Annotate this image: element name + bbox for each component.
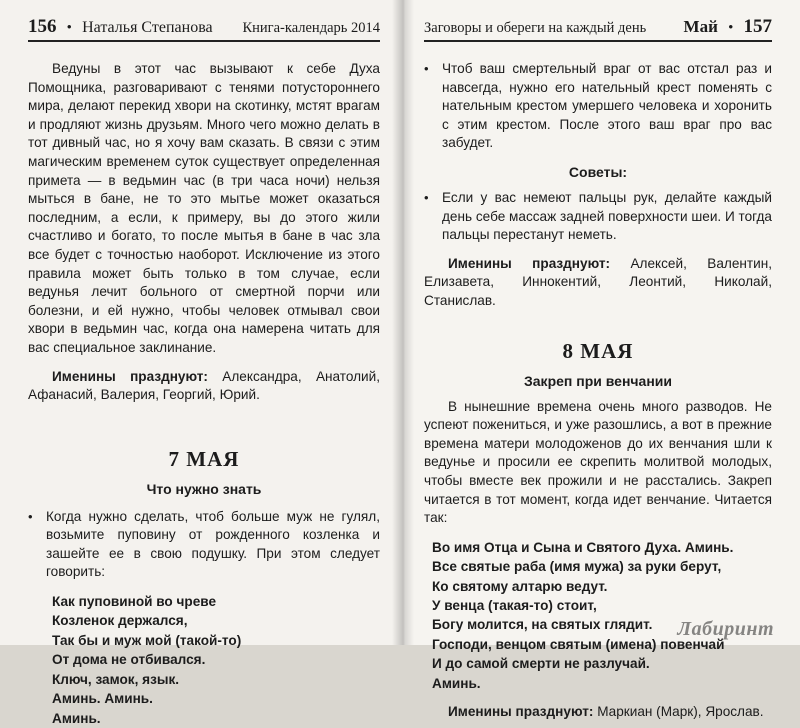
spell-line: Аминь. Аминь.	[52, 691, 153, 707]
names-day-paragraph	[424, 703, 772, 722]
spell-line: Так бы и муж мой (такой-то)	[52, 632, 242, 648]
names-day-paragraph	[28, 368, 380, 405]
bullet-icon: •	[28, 508, 33, 524]
spell-line: Господи, венцом святым (имена) повенчай	[432, 636, 725, 652]
spell-line: Все святые раба (имя мужа) за руки берут,	[432, 559, 722, 575]
names-day-label: Именины празднуют:	[448, 703, 594, 719]
header-author: Наталья Степанова	[82, 19, 213, 36]
spell-line: Ключ, замок, язык.	[52, 671, 180, 687]
bullet-icon: •	[424, 61, 429, 76]
spell-line: Богу молится, на святых глядит.	[432, 617, 653, 633]
header-month: Май	[683, 17, 718, 36]
bullet-item	[424, 60, 772, 153]
spell-line: У венца (такая-то) стоит,	[432, 597, 597, 613]
bullet-item	[28, 508, 380, 582]
spell-line: Аминь.	[52, 710, 101, 726]
header-separator: •	[728, 20, 734, 36]
labirint-watermark: Лабиринт	[677, 618, 774, 640]
names-day-value: Маркиан (Марк), Ярослав.	[597, 703, 764, 719]
left-page-header	[28, 18, 380, 42]
bullet-icon: •	[424, 189, 429, 205]
body-paragraph: В нынешние времена очень много разводов. Не успеют пожениться, и уже разошлись, а вот в прежние времена матери молодоженов до их венчания шли к ведунье и просили ее скрепить молитвой молодых, чтобы вместе век прожили и не расстались. Закреп читается в тот момент, когда идет венчание. Читается так:	[424, 398, 772, 526]
spell-line: Как пуповиной во чреве	[52, 594, 217, 610]
header-series-title: Заговоры и обереги на каждый день	[424, 20, 647, 36]
names-day-paragraph	[424, 255, 772, 311]
right-page-number: 157	[743, 16, 772, 37]
bullet-text: Чтоб ваш смертельный враг от вас отстал раз и навсегда, нужно его нательный крест поменять с нательным крестом умершего человека и хоронить с этим крестом. После этого ваш враг про вас забудет.	[442, 61, 772, 151]
day-title-may-8: 8 МАЯ	[562, 338, 634, 363]
right-page-header	[424, 18, 772, 42]
bullet-item	[424, 189, 772, 245]
section-title: Закреп при венчании	[524, 372, 672, 389]
day-title-may-7: 7 МАЯ	[168, 446, 240, 471]
right-page	[402, 0, 800, 719]
spell-text	[424, 538, 772, 693]
spell-line: Ко святому алтарю ведут.	[432, 578, 608, 594]
names-day-label: Именины празднуют:	[52, 368, 208, 384]
names-day-value: Александра, Анатолий, Афанасий, Валерия, Георгий, Юрий.	[28, 368, 381, 403]
bullet-text: Если у вас немеют пальцы рук, делайте каждый день себе массаж задней поверхности шеи. И тогда пальцы перестанут неметь.	[442, 189, 772, 243]
names-day-label: Именины празднуют:	[448, 255, 611, 271]
names-day-value: Алексей, Валентин, Елизавета, Иннокентий, Леонтий, Николай, Станислав.	[424, 255, 772, 308]
header-separator: •	[66, 20, 72, 36]
advice-title: Советы:	[568, 163, 628, 180]
bullet-text: Когда нужно сделать, чтоб больше муж не гулял, возьмите пуповину от рожденного козленка и зашейте ее в свою подушку. При этом следует говорить:	[46, 508, 380, 580]
spell-line: Аминь.	[432, 675, 481, 691]
spell-line: Козленок держался,	[52, 613, 188, 629]
spell-text	[28, 592, 380, 728]
section-title: Что нужно знать	[146, 480, 262, 497]
left-page-number: 156	[28, 16, 57, 37]
intro-paragraph: Ведуны в этот час вызывают к себе Духа Помощника, разговаривают с тенями потустороннего мира, делают перекид хвори на скотинку, мстят врагам и продляют жизнь друзьям. Много чего можно делать в тот дивный час, но я хочу вам сказать. В связи с этим магическим временем суток существует определенная примета — в ведьмин час (в три часа ночи) нельзя мыться в бане, не то это мытье может оказаться последним, а если, к примеру, вы до этого жили счастливо и богато, то после мытья в бане в час зла все будет с точностью наоборот. Исключение из этого правила может быть только в том случае, если ведунья лечит больного от смертной порчи или болезни, и ей нужно, чтобы человек отмывал свои хвори в ведьмин час, когда она намерена читать для вас специальное заклинание.	[28, 61, 380, 355]
spell-line: От дома не отбивался.	[52, 652, 206, 668]
spell-line: И до самой смерти не разлучай.	[432, 656, 650, 672]
spell-line: Во имя Отца и Сына и Святого Духа. Аминь.	[432, 539, 734, 555]
header-book-title: Книга-календарь 2014	[242, 20, 380, 36]
